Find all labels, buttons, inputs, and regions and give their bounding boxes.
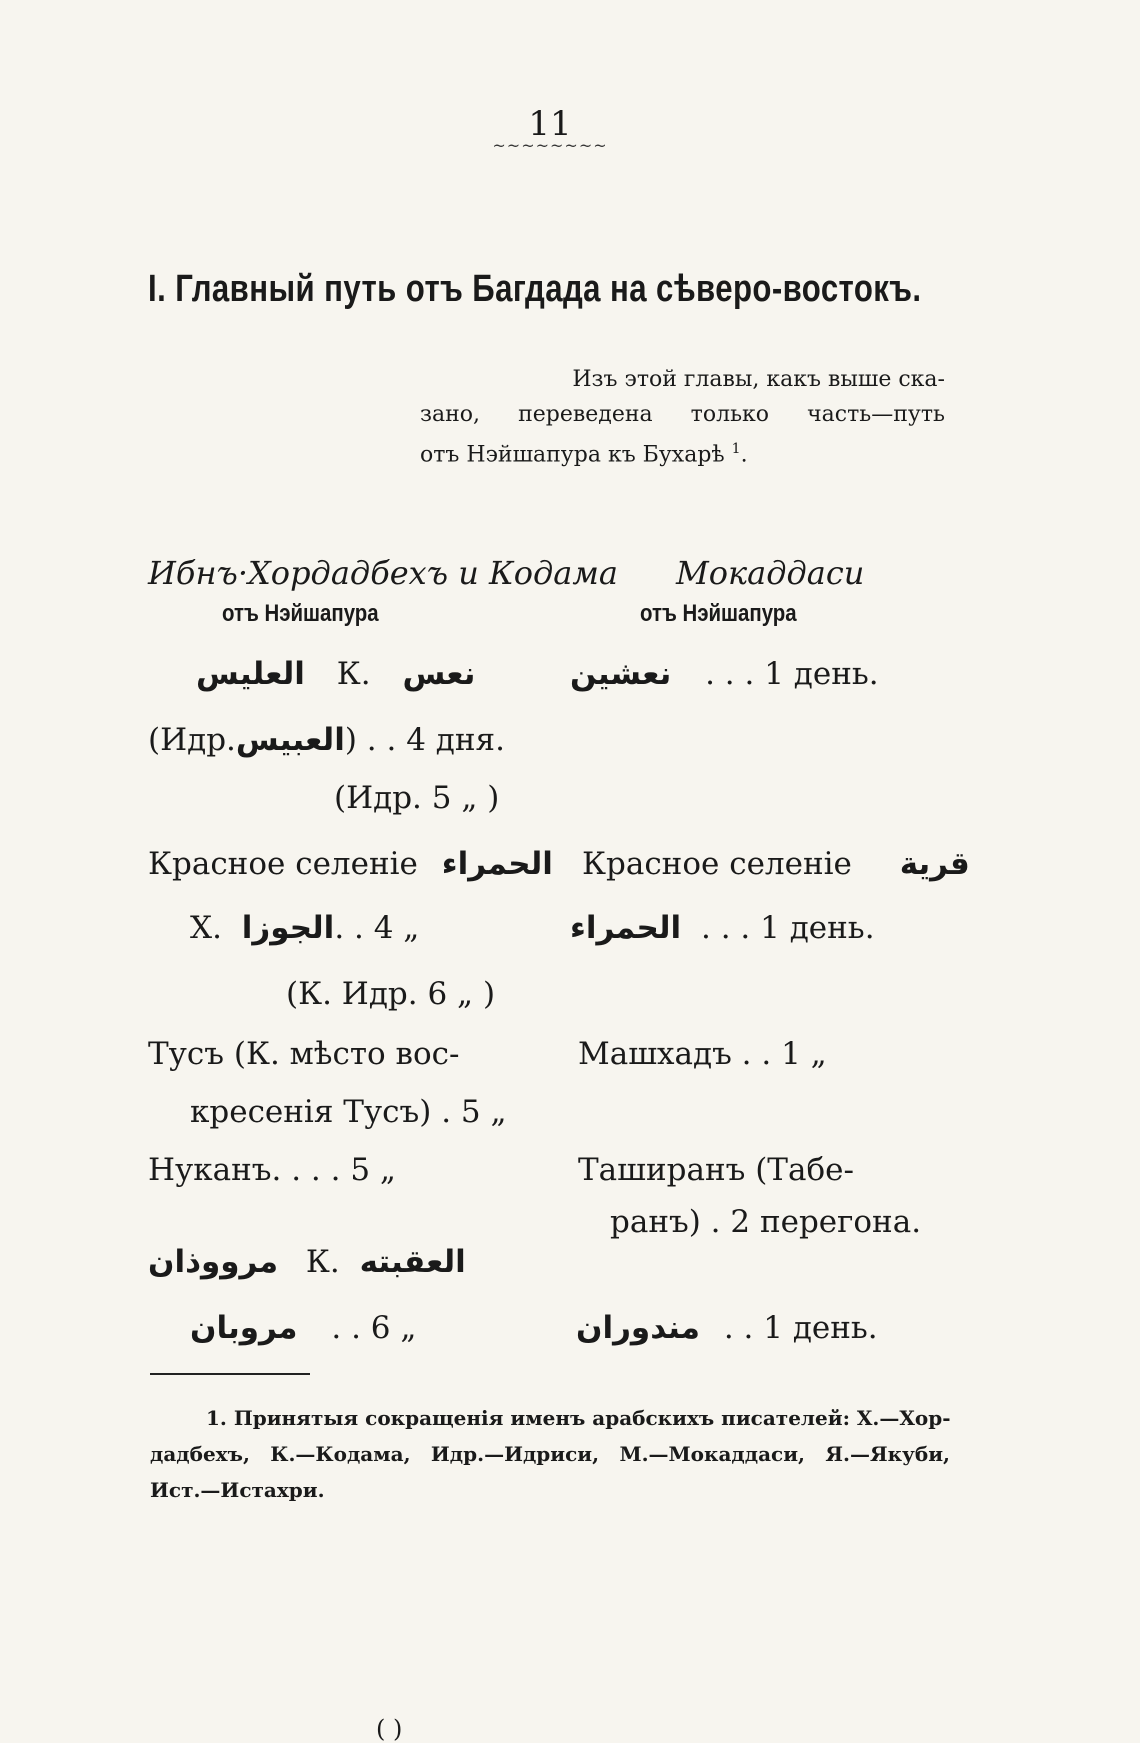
bottom-mark: ( ) xyxy=(376,1715,403,1743)
right-column-header: Мокаддаси xyxy=(676,554,865,592)
arabic-name: الجوزا xyxy=(241,910,335,946)
left-row-7: Тусъ (К. мѣсто вос- xyxy=(148,1036,460,1072)
page-number: 11 xyxy=(528,104,572,144)
left-row-4 xyxy=(148,846,553,882)
left-column-subheader: отъ Нэйшапура xyxy=(222,600,379,627)
left-column-header: Ибнъ·Хордадбехъ и Кодама xyxy=(148,554,618,592)
left-row-11 xyxy=(190,1310,416,1346)
left-row-1 xyxy=(196,656,475,692)
arabic-name: العبيس xyxy=(235,722,345,758)
source-abbrev: К. xyxy=(305,1244,340,1280)
left-row-3: (Идр. 5 „ ) xyxy=(334,780,500,816)
chapter-title: I. Главный путь отъ Багдада на сѣверо-востокъ. xyxy=(148,268,922,310)
source-abbrev: Х. xyxy=(190,910,222,946)
intro-line-2: зано, переведена только часть—путь xyxy=(420,402,945,427)
footnote-line-3: Ист.—Истахри. xyxy=(150,1478,325,1502)
arabic-name: نعشين xyxy=(570,656,672,692)
right-row-5 xyxy=(570,910,875,946)
right-row-11 xyxy=(576,1310,878,1346)
row-text: . . . 1 день. xyxy=(705,656,879,692)
arabic-name: قرية xyxy=(899,846,970,882)
row-text: . . 4 „ xyxy=(334,910,420,946)
intro-line-3 xyxy=(420,432,945,472)
row-text: (Идр. xyxy=(148,722,236,758)
right-row-4 xyxy=(582,846,970,882)
left-row-5 xyxy=(190,910,419,946)
arabic-name: مندوران xyxy=(576,1310,700,1346)
intro-line-3-text: отъ Нэйшапура къ Бухарѣ xyxy=(420,442,725,468)
arabic-name: الحمراء xyxy=(441,846,553,882)
arabic-name: مرووذان xyxy=(148,1244,279,1280)
row-text: ) . . 4 дня. xyxy=(344,722,505,758)
left-row-6: (К. Идр. 6 „ ) xyxy=(286,976,496,1012)
intro-line-3-end: . xyxy=(740,442,748,468)
row-text: . . 6 „ xyxy=(331,1310,417,1346)
right-row-7: Машхадъ . . 1 „ xyxy=(578,1036,827,1072)
footnote-rule xyxy=(150,1373,310,1375)
intro-line-1: Изъ этой главы, какъ выше ска- xyxy=(572,367,945,392)
row-text: . . 1 день. xyxy=(723,1310,878,1346)
arabic-name: العليس xyxy=(196,656,305,692)
source-abbrev: К. xyxy=(336,656,371,692)
right-row-1 xyxy=(570,656,879,692)
right-column-subheader: отъ Нэйшапура xyxy=(640,600,797,627)
left-row-2 xyxy=(148,722,505,758)
right-row-9: Таширанъ (Табе- xyxy=(578,1152,854,1188)
row-text: Красное селеніе xyxy=(582,846,852,882)
row-text: . . . 1 день. xyxy=(701,910,875,946)
arabic-name: مروبان xyxy=(190,1310,298,1346)
right-row-10: ранъ) . 2 перегона. xyxy=(610,1204,922,1240)
left-row-10 xyxy=(148,1244,466,1280)
footnote xyxy=(150,1400,950,1508)
footnote-ref: 1 xyxy=(731,441,741,457)
intro-paragraph xyxy=(420,362,945,472)
row-text: Красное селеніе xyxy=(148,846,418,882)
left-row-9: Нуканъ. . . . 5 „ xyxy=(148,1152,396,1188)
ornament-divider: ~~~~~~~~ xyxy=(492,136,608,155)
arabic-name: الحمراء xyxy=(570,910,682,946)
left-row-8: кресенія Тусъ) . 5 „ xyxy=(190,1094,507,1130)
arabic-name: نعس xyxy=(402,656,476,692)
footnote-line-1: 1. Принятыя сокращенія именъ арабскихъ писателей: Х.—Хор- xyxy=(206,1406,951,1430)
arabic-name: العقبته xyxy=(359,1244,466,1280)
footnote-line-2: дадбехъ, К.—Кодама, Идр.—Идриси, М.—Мокаддаси, Я.—Якуби, xyxy=(150,1442,950,1466)
